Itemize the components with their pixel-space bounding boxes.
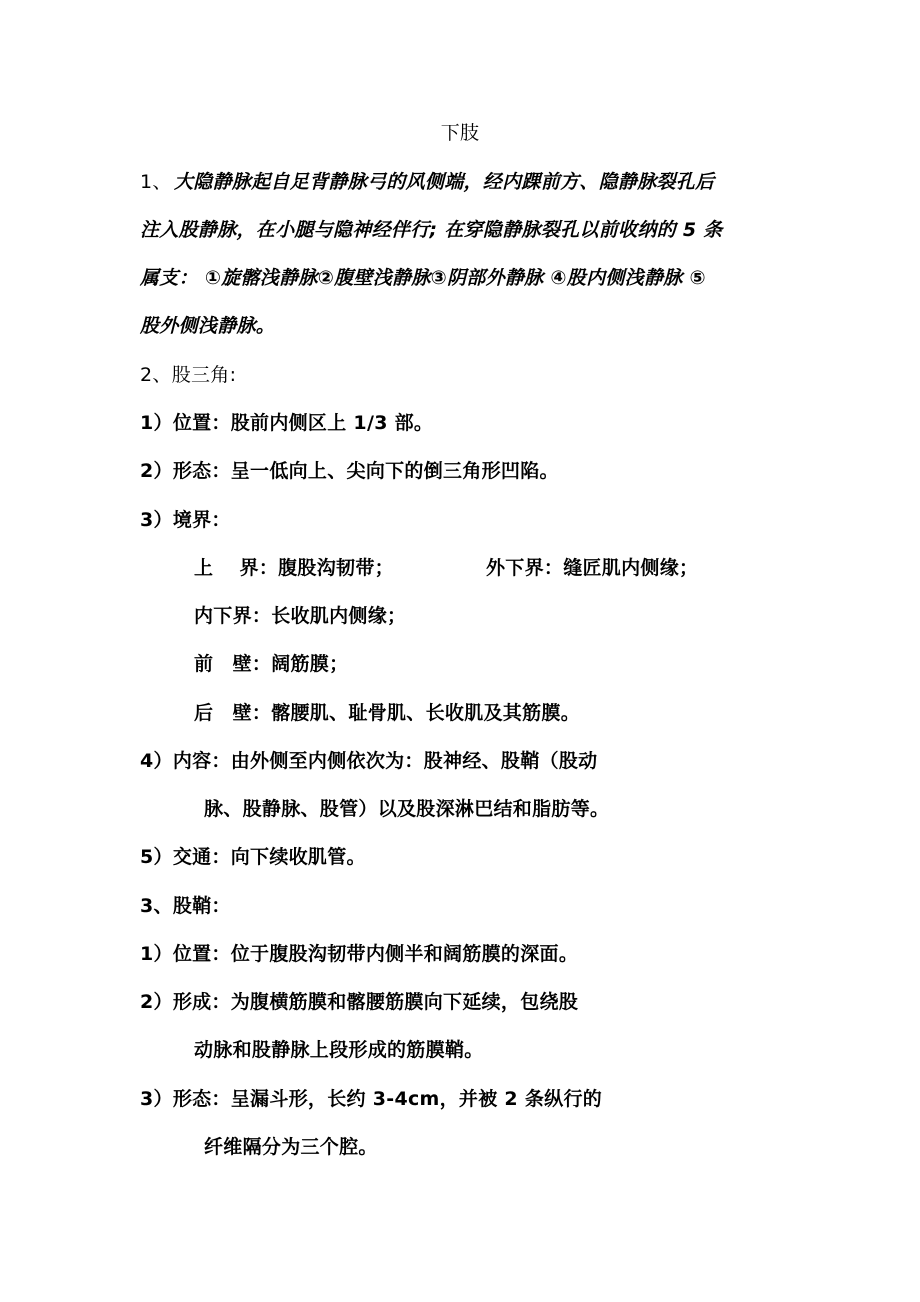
femoral-triangle-shape: 2）形态：呈一低向上、尖向下的倒三角形凹陷。 [140,460,559,482]
section3-heading: 3、股鞘： [140,895,231,917]
femoral-sheath-position: 1）位置：位于腹股沟韧带内侧半和阔筋膜的深面。 [140,943,579,965]
femoral-sheath-shape-2: 纤维隔分为三个腔。 [204,1136,378,1158]
femoral-triangle-content-1: 4）内容：由外侧至内侧依次为：股神经、股鞘（股动 [140,750,598,772]
boundary-lower-outer: 外下界：缝匠肌内侧缘； [486,557,699,579]
femoral-triangle-position: 1）位置：股前内侧区上 1/3 部。 [140,412,434,434]
section1-line-4: 股外侧浅静脉。 [140,315,276,337]
boundary-lower-inner: 内下界：长收肌内侧缘； [194,605,407,627]
section1-line-2: 注入股静脉，在小腿与隐神经伴行; 在穿隐静脉裂孔以前收纳的 5 条 [140,219,723,241]
section1-number: 1、 [140,171,172,193]
femoral-triangle-traffic: 5）交通：向下续收肌管。 [140,846,366,868]
femoral-sheath-form-2: 动脉和股静脉上段形成的筋膜鞘。 [194,1039,484,1061]
section1-line-3: 属支： ①旋髂浅静脉②腹壁浅静脉③阴部外静脉 ④股内侧浅静脉 ⑤ [140,267,706,289]
femoral-sheath-shape-1: 3）形态：呈漏斗形，长约 3-4cm，并被 2 条纵行的 [140,1088,603,1110]
femoral-triangle-content-2: 脉、股静脉、股管）以及股深淋巴结和脂肪等。 [204,798,610,820]
boundary-back-wall: 后 壁：髂腰肌、耻骨肌、长收肌及其筋膜。 [194,702,581,724]
boundary-front-wall: 前 壁：阔筋膜； [194,653,349,675]
femoral-sheath-form-1: 2）形成：为腹横筋膜和髂腰筋膜向下延续，包绕股 [140,991,579,1013]
femoral-triangle-boundary: 3）境界： [140,509,231,531]
section1-line-1: 大隐静脉起自足背静脉弓的风侧端，经内踝前方、隐静脉裂孔后 [174,171,715,193]
section2-heading: 2、股三角: [140,364,237,386]
page-title: 下肢 [440,122,480,144]
boundary-upper: 上 界：腹股沟韧带； [194,557,394,579]
